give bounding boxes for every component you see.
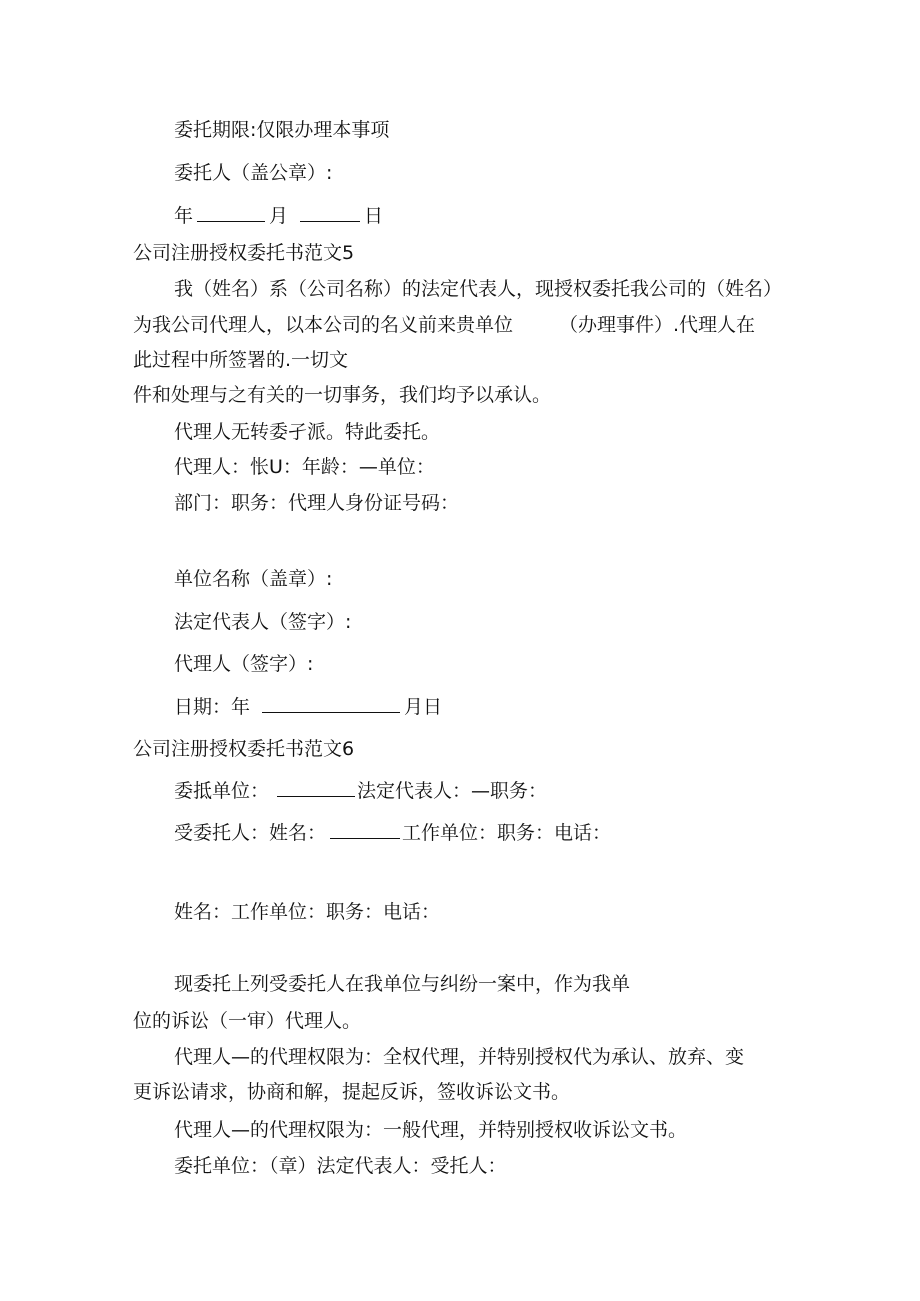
full-authority-line-2: 更诉讼请求，协商和解，提起反诉，签收诉讼文书。 xyxy=(133,1081,571,1103)
sec5-dept-line: 部门：职务：代理人身份证号码： xyxy=(174,492,460,514)
agent-sign-line: 代理人（签字）: xyxy=(174,653,314,675)
sec5-agent-info-line: 代理人：怅U：年龄：—单位： xyxy=(174,456,435,478)
sec6-paragraph-line-1: 现委托上列受委托人在我单位与纠纷一案中，作为我单 xyxy=(174,973,631,995)
sec5-no-transfer-line: 代理人无转委孑派。特此委托。 xyxy=(174,421,441,443)
section-5-title: 公司注册授权委托书范文5 xyxy=(133,242,355,264)
month-blank xyxy=(300,205,360,222)
trustee-label: 受委托人：姓名： xyxy=(174,822,327,844)
full-authority-line-1: 代理人—的代理权限为：全权代理，并特别授权代为承认、放弃、变 xyxy=(174,1046,745,1068)
sec5-para-part-1: 为我公司代理人，以本公司的名义前来贵单位 xyxy=(133,314,514,336)
sec5-date-line xyxy=(174,695,442,719)
sec5-paragraph-line-2 xyxy=(133,313,755,337)
signature-line: 委托单位：（章）法定代表人：受托人： xyxy=(174,1155,507,1177)
second-trustee-line: 姓名：工作单位：职务：电话： xyxy=(174,901,441,923)
entrusting-unit-line xyxy=(174,779,547,803)
section-6-title: 公司注册授权委托书范文6 xyxy=(133,738,355,760)
date-line xyxy=(174,204,383,228)
general-authority-line: 代理人—的代理权限为：一般代理，并特别授权收诉讼文书。 xyxy=(174,1119,688,1141)
sec5-date-blank xyxy=(262,696,400,713)
legal-rep-sign-line: 法定代表人（签字）: xyxy=(174,611,352,633)
trustee-blank xyxy=(330,822,400,839)
date-month-label: 月 xyxy=(269,205,289,227)
entrusting-unit-rest: 法定代表人：—职务： xyxy=(357,780,548,802)
trustee-rest: 工作单位：职务：电话： xyxy=(402,822,612,844)
year-blank xyxy=(197,205,265,222)
sec5-date-label: 日期：年 xyxy=(174,696,251,718)
principal-seal-line: 委托人（盖公章）: xyxy=(174,162,333,184)
sec5-para-part-2: （办理事件）.代理人在 xyxy=(559,314,756,336)
date-day-label: 日 xyxy=(364,205,384,227)
term-line: 委托期限:仅限办理本事项 xyxy=(174,119,390,141)
entrusting-unit-label: 委抵单位： xyxy=(174,780,270,802)
unit-name-seal-line: 单位名称（盖章）: xyxy=(174,568,333,590)
sec5-paragraph-line-1: 我（姓名）系（公司名称）的法定代表人，现授权委托我公司的（姓名） xyxy=(174,278,783,300)
trustee-line xyxy=(174,821,611,845)
date-year-label: 年 xyxy=(174,205,194,227)
sec5-paragraph-line-3: 此过程中所签署的.一切文 xyxy=(133,349,349,371)
sec5-paragraph-line-4: 件和处理与之有关的一切事务，我们均予以承认。 xyxy=(133,384,552,406)
sec6-paragraph-line-2: 位的诉讼（一审）代理人。 xyxy=(133,1010,362,1032)
entrusting-unit-blank xyxy=(277,780,355,797)
sec5-date-md: 月日 xyxy=(404,696,443,718)
